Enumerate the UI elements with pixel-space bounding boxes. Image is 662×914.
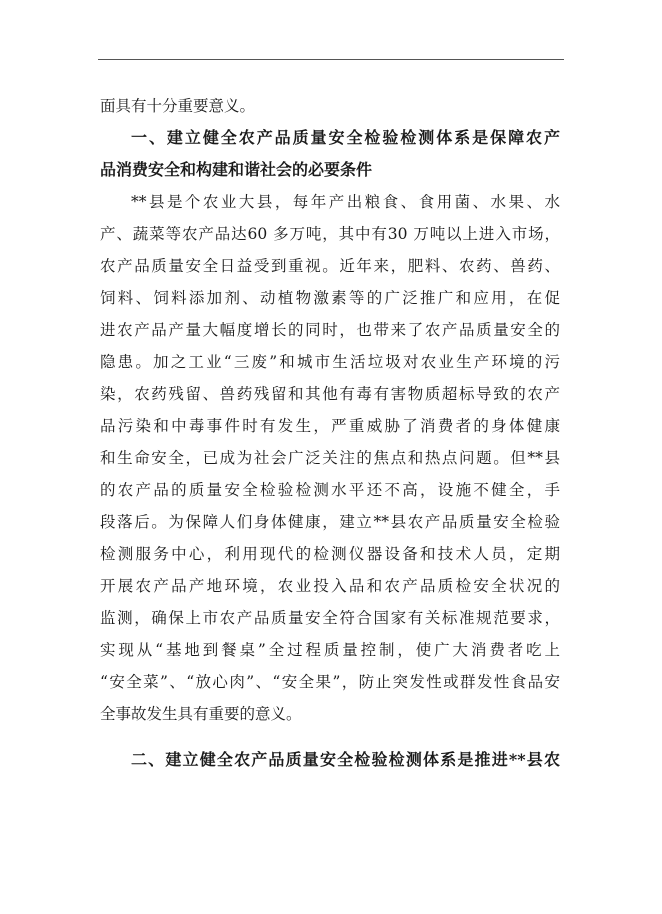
section-heading-1-line-1: 一、建立健全农产品质量安全检验检测体系是保障农产	[131, 128, 560, 147]
body-text-line: 饲料、饲料添加剂、动植物激素等的广泛推广和应用，在促	[100, 289, 560, 307]
body-text-line: 实现从“基地到餐桌”全过程质量控制，使广大消费者吃上	[100, 641, 560, 659]
section-heading-1-line-2: 品消费安全和构建和谐社会的必要条件	[100, 160, 373, 179]
body-text-line: 开展农产品产地环境，农业投入品和农产品质检安全状况的	[100, 577, 560, 595]
body-text-line: 品污染和中毒事件时有发生，严重威胁了消费者的身体健康	[100, 417, 560, 435]
body-text-line: 农产品质量安全日益受到重视。近年来，肥料、农药、兽药、	[100, 257, 560, 275]
body-text-line: 产、蔬菜等农产品达60 多万吨，其中有30 万吨以上进入市场，	[100, 225, 560, 243]
body-text-line: 监测，确保上市农产品质量安全符合国家有关标准规范要求，	[100, 609, 560, 627]
body-text-line: 检测服务中心，利用现代的检测仪器设备和技术人员，定期	[100, 545, 560, 563]
paragraph-continuation-line: 面具有十分重要意义。	[100, 97, 256, 115]
header-rule	[98, 59, 564, 60]
body-text-line: 和生命安全，已成为社会广泛关注的焦点和热点问题。但**县	[100, 449, 560, 467]
document-body	[100, 90, 560, 776]
body-text-line: 段落后。为保障人们身体健康，建立**县农产品质量安全检验	[100, 513, 560, 531]
body-text-line: 染，农药残留、兽药残留和其他有毒有害物质超标导致的农产	[100, 385, 560, 403]
body-text-line-last: 全事故发生具有重要的意义。	[100, 705, 302, 723]
body-text-line: 的农产品的质量安全检验检测水平还不高，设施不健全，手	[100, 481, 560, 499]
body-text-line: “安全菜”、“放心肉”、“安全果”，防止突发性或群发性食品安	[100, 673, 560, 691]
body-text-line: **县是个农业大县，每年产出粮食、食用菌、水果、水	[131, 193, 560, 211]
body-text-line: 进农产品产量大幅度增长的同时，也带来了农产品质量安全的	[100, 321, 560, 339]
section-heading-2-line-1: 二、建立健全农产品质量安全检验检测体系是推进**县农	[131, 750, 560, 769]
body-text-line: 隐患。加之工业“三废”和城市生活垃圾对农业生产环境的污	[100, 353, 560, 371]
